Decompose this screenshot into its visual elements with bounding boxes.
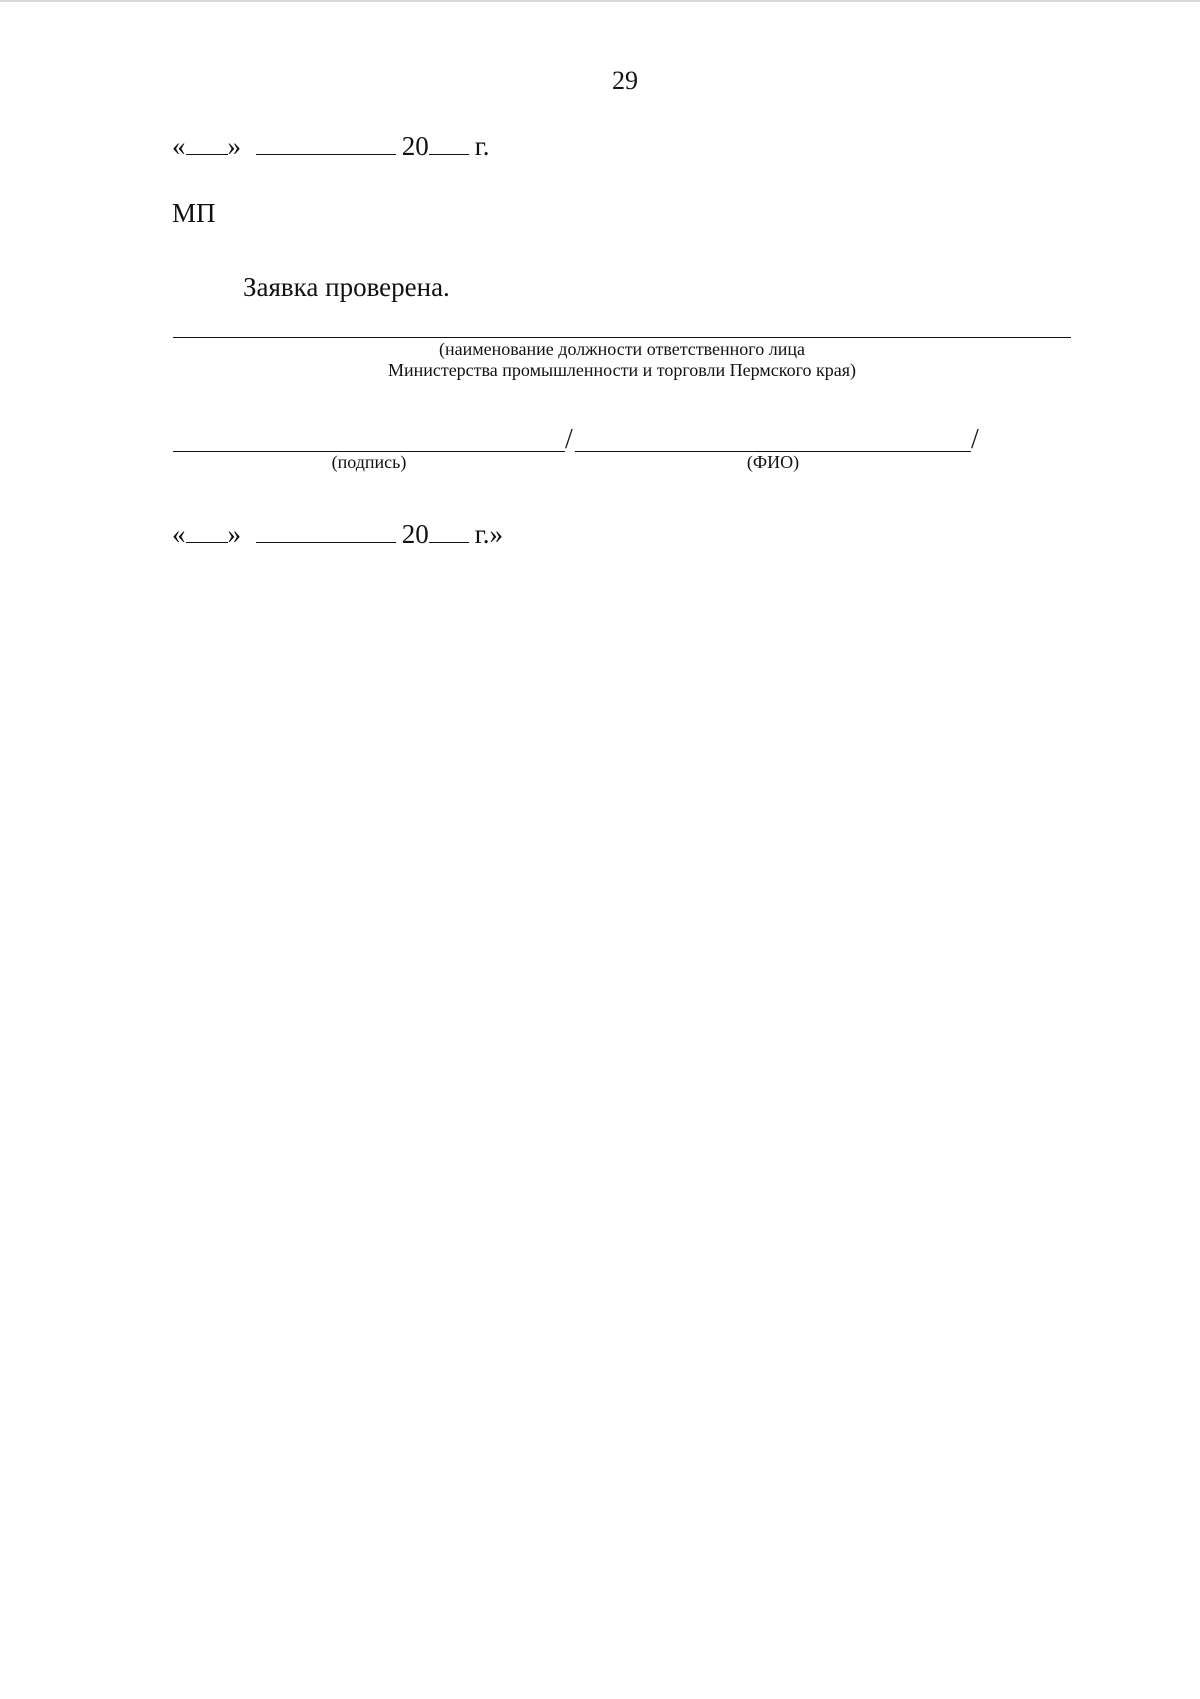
scan-edge <box>0 0 1200 2</box>
century: 20 <box>401 131 429 161</box>
date-line-bottom <box>172 514 503 552</box>
slash-separator: / <box>971 424 979 455</box>
open-quote: « <box>172 131 186 161</box>
signature-row <box>173 420 983 455</box>
day-blank <box>186 126 228 155</box>
year-suffix: г. <box>474 131 490 161</box>
position-caption-line1: (наименование должности ответственного лица <box>439 339 805 359</box>
month-blank <box>256 126 396 155</box>
slash-separator: / <box>565 424 573 455</box>
stamp-mark: МП <box>172 198 216 228</box>
fio-caption: (ФИО) <box>746 452 800 472</box>
year-blank <box>429 126 469 155</box>
close-quote: » <box>227 131 241 161</box>
signature-caption: (подпись) <box>331 452 407 472</box>
date-line-top <box>172 126 490 164</box>
day-blank <box>186 514 228 543</box>
year-blank <box>429 514 469 543</box>
close-quote: » <box>227 519 241 549</box>
application-checked-text: Заявка проверена. <box>243 272 450 302</box>
position-caption <box>173 339 1071 381</box>
position-blank-line <box>173 337 1071 338</box>
century: 20 <box>401 519 429 549</box>
month-blank <box>256 514 396 543</box>
open-quote: « <box>172 519 186 549</box>
page-number: 29 <box>612 66 638 95</box>
position-caption-line2: Министерства промышленности и торговли Пермского края) <box>387 360 857 380</box>
year-suffix: г.» <box>474 519 504 549</box>
